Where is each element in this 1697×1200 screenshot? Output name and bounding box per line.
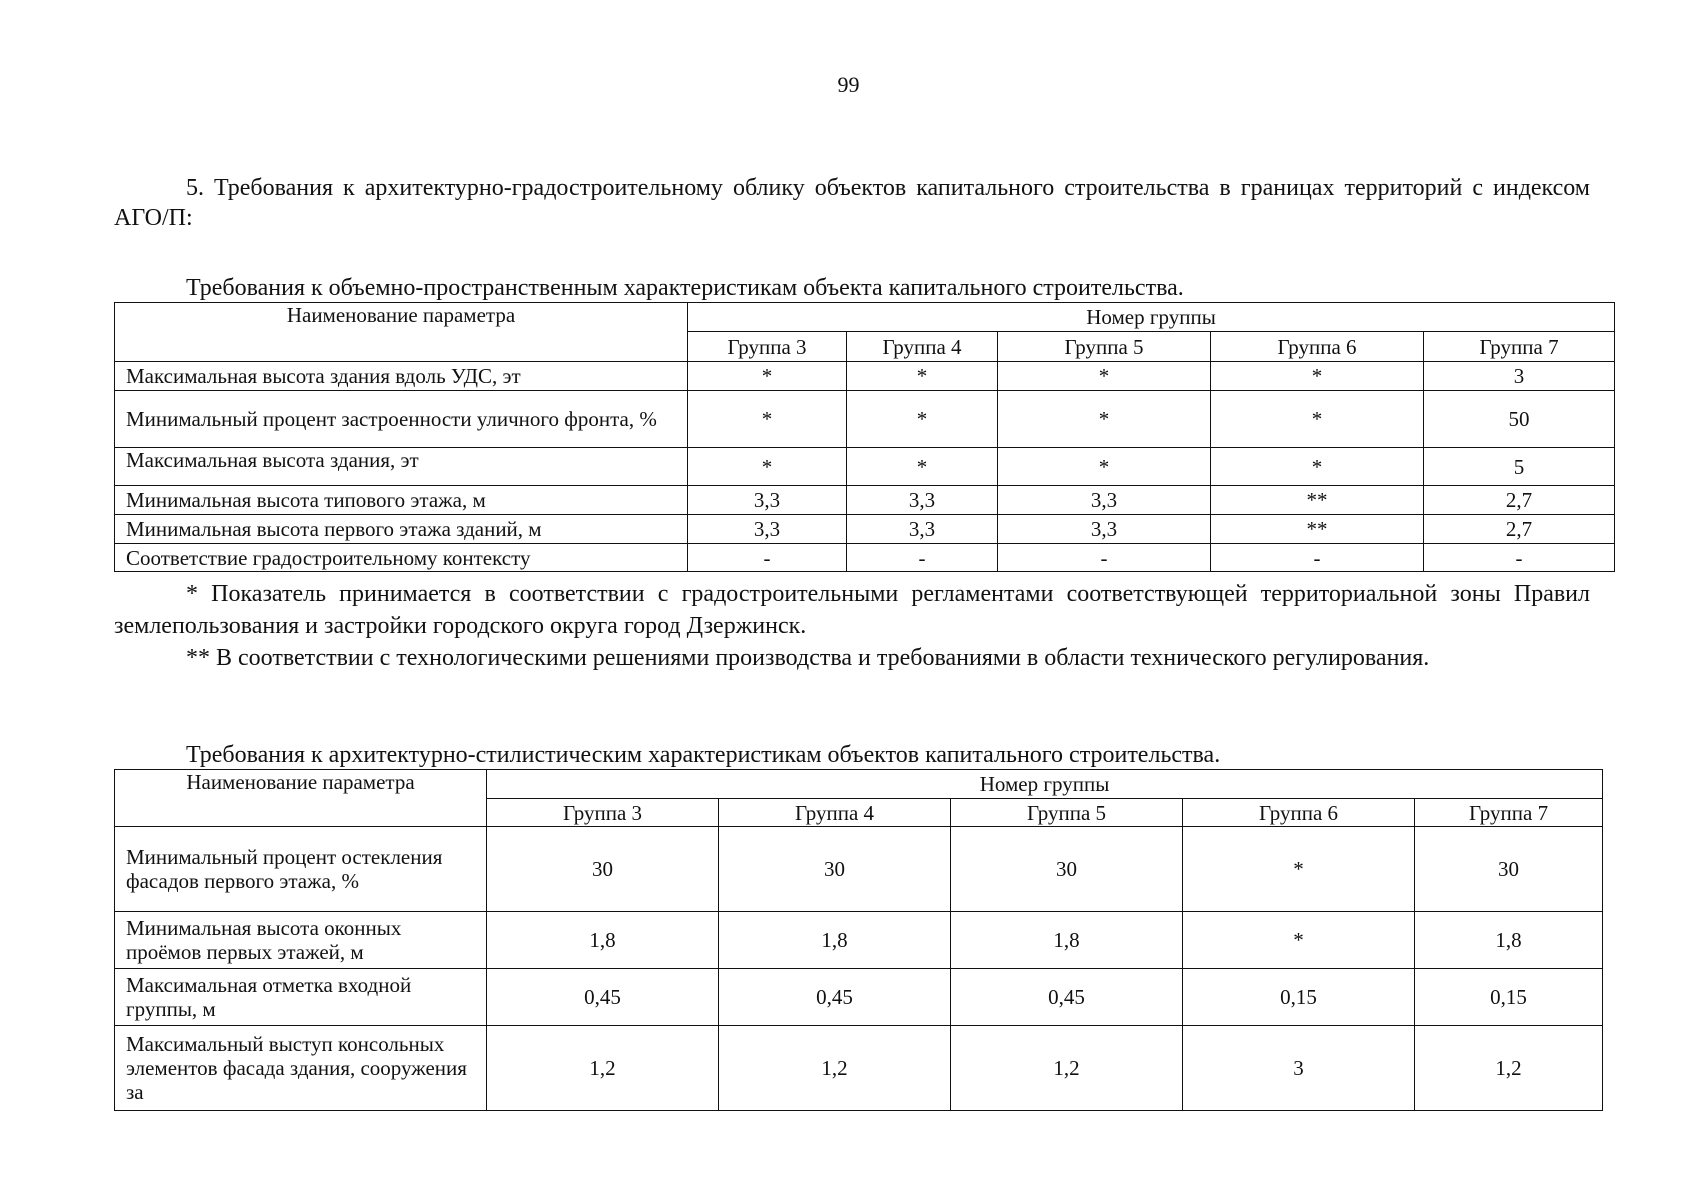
- footnote-single-star: * Показатель принимается в соответствии с градостроительными регламентами соответствующей территориальной зоны Правил землепользования и застройки городского округа город Дзержинск.: [114, 581, 1590, 639]
- cell-value: 1,2: [1415, 1026, 1603, 1111]
- cell-value: -: [998, 544, 1211, 572]
- cell-value: -: [1211, 544, 1424, 572]
- cell-value: 30: [719, 827, 951, 912]
- table2-header-group: Номер группы: [487, 770, 1603, 799]
- cell-value: 3,3: [847, 486, 998, 515]
- cell-value: *: [847, 391, 998, 448]
- table-row: [115, 544, 1615, 572]
- row-name: Минимальная высота типового этажа, м: [115, 486, 688, 515]
- table-row: [115, 969, 1603, 1026]
- cell-value: 3,3: [847, 515, 998, 544]
- cell-value: *: [1211, 362, 1424, 391]
- cell-value: 0,15: [1183, 969, 1415, 1026]
- cell-value: 1,8: [719, 912, 951, 969]
- cell-value: 50: [1424, 391, 1615, 448]
- table-row: [115, 912, 1603, 969]
- table-row: [115, 486, 1615, 515]
- cell-value: *: [688, 448, 847, 486]
- row-name: Максимальная высота здания вдоль УДС, эт: [115, 362, 688, 391]
- table2-caption: Требования к архитектурно-стилистическим характеристикам объектов капитального строительства.: [186, 742, 1221, 768]
- cell-value: 3: [1424, 362, 1615, 391]
- table2-group-4: Группа 4: [719, 799, 951, 827]
- table1-header-name: Наименование параметра: [115, 303, 688, 362]
- row-name: Минимальный процент остекления фасадов первого этажа, %: [115, 827, 487, 912]
- cell-value: *: [847, 362, 998, 391]
- table1-header-group: Номер группы: [688, 303, 1615, 332]
- cell-value: *: [998, 362, 1211, 391]
- table-row: [115, 448, 1615, 486]
- table1-group-4: Группа 4: [847, 332, 998, 362]
- cell-value: 0,45: [719, 969, 951, 1026]
- row-name: Минимальная высота первого этажа зданий, м: [115, 515, 688, 544]
- cell-value: 3: [1183, 1026, 1415, 1111]
- cell-value: *: [1183, 827, 1415, 912]
- cell-value: 30: [951, 827, 1183, 912]
- table-row: [115, 1026, 1603, 1111]
- table-row: [115, 391, 1615, 448]
- table-row: [115, 515, 1615, 544]
- cell-value: *: [847, 448, 998, 486]
- cell-value: 1,2: [951, 1026, 1183, 1111]
- cell-value: *: [1183, 912, 1415, 969]
- cell-value: 1,8: [1415, 912, 1603, 969]
- cell-value: *: [998, 391, 1211, 448]
- cell-value: 2,7: [1424, 486, 1615, 515]
- cell-value: *: [688, 362, 847, 391]
- cell-value: 3,3: [998, 515, 1211, 544]
- table2-group-7: Группа 7: [1415, 799, 1603, 827]
- cell-value: 3,3: [688, 486, 847, 515]
- cell-value: 1,2: [487, 1026, 719, 1111]
- cell-value: *: [1211, 448, 1424, 486]
- cell-value: 5: [1424, 448, 1615, 486]
- row-name: Максимальный выступ консольных элементов фасада здания, сооружения за: [115, 1026, 487, 1111]
- cell-value: -: [1424, 544, 1615, 572]
- footnote-double-star: ** В соответствии с технологическими решениями производства и требованиями в области технического регулирования.: [186, 645, 1430, 671]
- cell-value: 0,15: [1415, 969, 1603, 1026]
- table1-group-7: Группа 7: [1424, 332, 1615, 362]
- table-row: [115, 827, 1603, 912]
- table1-caption: Требования к объемно-пространственным характеристикам объекта капитального строительства.: [186, 275, 1184, 301]
- cell-value: *: [688, 391, 847, 448]
- row-name: Максимальная отметка входной группы, м: [115, 969, 487, 1026]
- cell-value: -: [688, 544, 847, 572]
- volume-spatial-table: [114, 302, 1615, 572]
- table2-group-3: Группа 3: [487, 799, 719, 827]
- row-name: Минимальный процент застроенности уличного фронта, %: [115, 391, 688, 448]
- table1-group-3: Группа 3: [688, 332, 847, 362]
- table2-group-6: Группа 6: [1183, 799, 1415, 827]
- cell-value: 0,45: [487, 969, 719, 1026]
- row-name: Соответствие градостроительному контексту: [115, 544, 688, 572]
- cell-value: *: [1211, 391, 1424, 448]
- cell-value: 1,8: [487, 912, 719, 969]
- table2-group-5: Группа 5: [951, 799, 1183, 827]
- page-number: 99: [837, 72, 860, 97]
- cell-value: 1,2: [719, 1026, 951, 1111]
- cell-value: *: [998, 448, 1211, 486]
- cell-value: **: [1211, 486, 1424, 515]
- architectural-style-table: [114, 769, 1603, 1111]
- cell-value: -: [847, 544, 998, 572]
- cell-value: 2,7: [1424, 515, 1615, 544]
- cell-value: 30: [487, 827, 719, 912]
- cell-value: 30: [1415, 827, 1603, 912]
- cell-value: 0,45: [951, 969, 1183, 1026]
- table1-group-6: Группа 6: [1211, 332, 1424, 362]
- table1-group-5: Группа 5: [998, 332, 1211, 362]
- cell-value: 3,3: [688, 515, 847, 544]
- section-heading: 5. Требования к архитектурно-градостроительному облику объектов капитального строительства в границах территорий с индексом АГО/П:: [114, 175, 1590, 231]
- table-row: [115, 362, 1615, 391]
- cell-value: **: [1211, 515, 1424, 544]
- row-name: Минимальная высота оконных проёмов первых этажей, м: [115, 912, 487, 969]
- cell-value: 3,3: [998, 486, 1211, 515]
- table2-header-name: Наименование параметра: [115, 770, 487, 827]
- row-name: Максимальная высота здания, эт: [115, 448, 688, 486]
- cell-value: 1,8: [951, 912, 1183, 969]
